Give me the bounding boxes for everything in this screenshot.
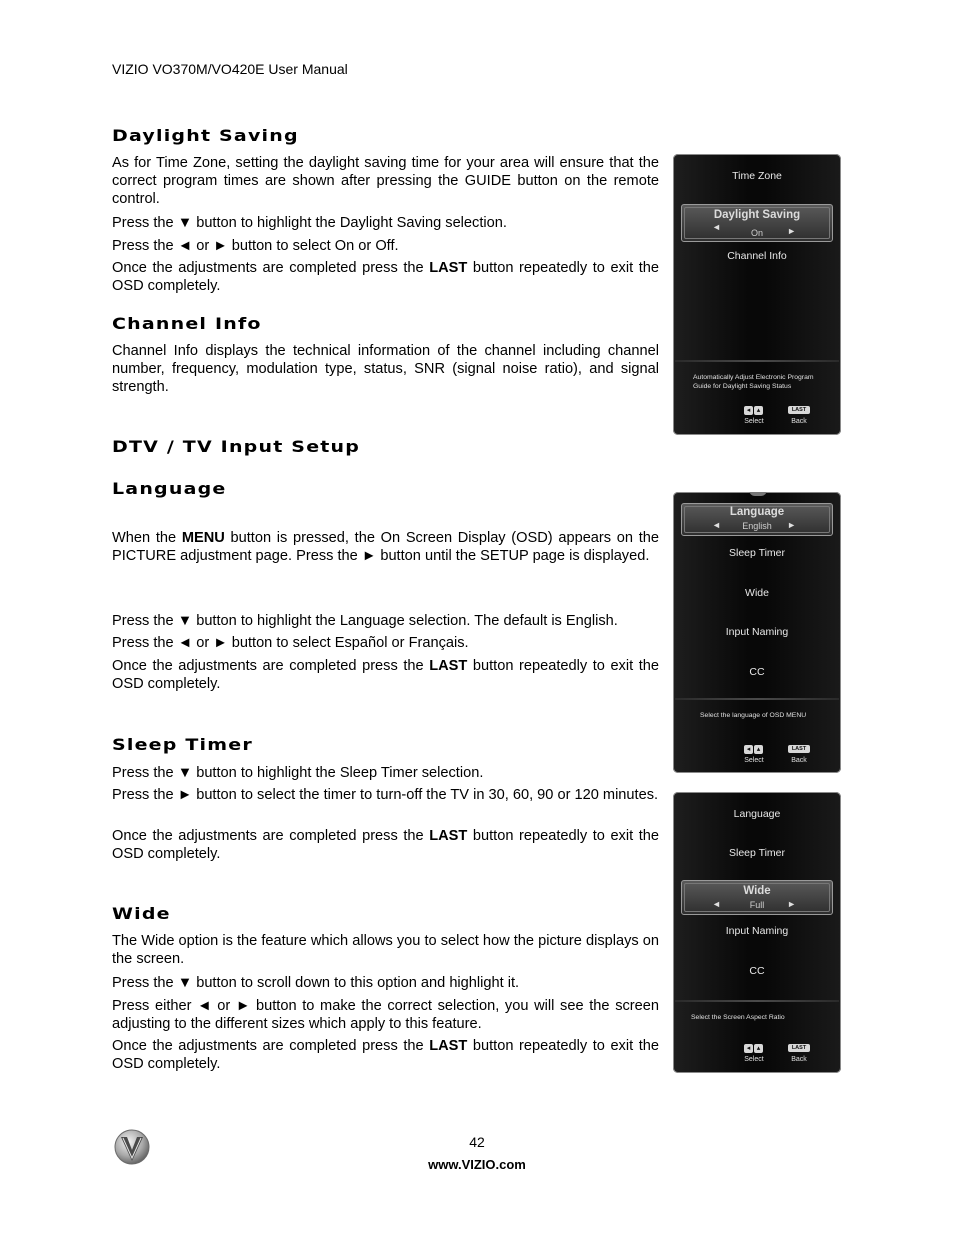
last-key-icon: LAST bbox=[788, 1044, 810, 1052]
heading-dtv-input-setup: DTV / TV Input Setup bbox=[112, 438, 361, 457]
osd-back-label: Back bbox=[791, 1056, 807, 1063]
osd-selected-value: On bbox=[750, 228, 763, 238]
osd-selected-language[interactable] bbox=[681, 503, 833, 536]
osd-help-text: Automatically Adjust Electronic Program Guide for Daylight Saving Status bbox=[693, 374, 814, 390]
language-paragraph-1: When the MENU button is pressed, the On Screen Display (OSD) appears on the PICTURE adjustment page. Press the ► button until the SETUP page is displayed. bbox=[112, 530, 659, 564]
osd-selected-wide[interactable] bbox=[681, 880, 833, 915]
osd-select-label: Select bbox=[744, 1056, 764, 1063]
osd-menu-item-sleep-timer: Sleep Timer bbox=[728, 847, 786, 859]
right-arrow-icon: ► bbox=[787, 899, 796, 909]
website-link[interactable]: www.VIZIO.com bbox=[428, 1157, 526, 1172]
osd-menu-item-cc: CC bbox=[749, 965, 765, 977]
heading-wide: Wide bbox=[112, 905, 171, 924]
daylight-paragraph-1: As for Time Zone, setting the daylight saving time for your area will ensure that the correct program times are shown after pressing the GUIDE button on the remote control. bbox=[112, 155, 659, 207]
navigation-keys-icon: ◂ ▴ bbox=[744, 745, 764, 754]
last-key-icon: LAST bbox=[788, 406, 810, 414]
osd-screen-daylight-saving bbox=[673, 154, 841, 435]
last-key-icon: LAST bbox=[788, 745, 810, 753]
heading-channel-info: Channel Info bbox=[112, 315, 262, 334]
language-paragraph-3: Press the ◄ or ► button to select Español or Français. bbox=[112, 635, 469, 651]
daylight-paragraph-2: Press the ▼ button to highlight the Daylight Saving selection. bbox=[112, 215, 507, 231]
osd-menu-item-cc: CC bbox=[749, 666, 765, 678]
heading-sleep-timer: Sleep Timer bbox=[112, 736, 253, 755]
running-header: VIZIO VO370M/VO420E User Manual bbox=[112, 61, 348, 77]
wide-paragraph-1: The Wide option is the feature which allows you to select how the picture displays on the screen. bbox=[112, 933, 659, 967]
wide-paragraph-4: Once the adjustments are completed press the LAST button repeatedly to exit the OSD completely. bbox=[112, 1038, 659, 1072]
osd-screen-wide bbox=[673, 792, 841, 1073]
osd-select-label: Select bbox=[744, 757, 764, 764]
sleep-paragraph-2: Press the ► button to select the timer to turn-off the TV in 30, 60, 90 or 120 minutes. bbox=[112, 787, 659, 803]
osd-menu-item-wide: Wide bbox=[745, 587, 769, 599]
osd-select-label: Select bbox=[744, 418, 764, 425]
left-arrow-icon: ◄ bbox=[712, 520, 721, 530]
osd-menu-item-time-zone: Time Zone bbox=[732, 170, 782, 182]
navigation-keys-icon: ◂ ▴ bbox=[744, 1044, 764, 1053]
osd-menu-item-language: Language bbox=[733, 808, 781, 820]
osd-help-text: Select the language of OSD MENU bbox=[700, 712, 807, 719]
heading-language: Language bbox=[112, 480, 227, 499]
osd-back-label: Back bbox=[791, 757, 807, 764]
osd-menu-item-input-naming: Input Naming bbox=[725, 626, 789, 638]
heading-daylight-saving: Daylight Saving bbox=[112, 127, 299, 146]
osd-screen-language bbox=[673, 492, 841, 773]
wide-paragraph-3: Press either ◄ or ► button to make the correct selection, you will see the screen adjusting to the different sizes which apply to this feature. bbox=[112, 998, 659, 1032]
navigation-keys-icon: ◂ ▴ bbox=[744, 406, 764, 415]
right-arrow-icon: ► bbox=[787, 226, 796, 236]
osd-button-row bbox=[673, 406, 841, 432]
left-arrow-icon: ◄ bbox=[712, 899, 721, 909]
osd-menu-item-channel-info: Channel Info bbox=[727, 250, 787, 262]
right-arrow-icon: ► bbox=[787, 520, 796, 530]
daylight-paragraph-4: Once the adjustments are completed press the LAST button repeatedly to exit the OSD completely. bbox=[112, 260, 659, 294]
osd-button-row bbox=[673, 745, 841, 771]
daylight-paragraph-3: Press the ◄ or ► button to select On or Off. bbox=[112, 238, 399, 254]
osd-menu-item-sleep-timer: Sleep Timer bbox=[728, 547, 786, 559]
language-paragraph-4: Once the adjustments are completed press the LAST button repeatedly to exit the OSD completely. bbox=[112, 658, 659, 692]
osd-selected-title: Wide bbox=[743, 885, 771, 897]
osd-menu-item-input-naming: Input Naming bbox=[725, 925, 789, 937]
language-paragraph-2: Press the ▼ button to highlight the Language selection. The default is English. bbox=[112, 613, 618, 629]
osd-button-row bbox=[673, 1044, 841, 1070]
osd-help-text: Select the Screen Aspect Ratio bbox=[691, 1014, 785, 1021]
left-arrow-icon: ◄ bbox=[712, 222, 721, 232]
sleep-paragraph-3: Once the adjustments are completed press the LAST button repeatedly to exit the OSD completely. bbox=[112, 828, 659, 862]
osd-selected-value: Full bbox=[749, 900, 765, 910]
osd-back-label: Back bbox=[791, 418, 807, 425]
channel-info-paragraph: Channel Info displays the technical information of the channel including channel number, frequency, modulation type, status, SNR (signal noise ratio), and signal strength. bbox=[112, 343, 659, 395]
osd-selected-value: English bbox=[742, 521, 772, 531]
page-number: 42 bbox=[469, 1134, 485, 1150]
osd-selected-title: Language bbox=[729, 506, 785, 518]
wide-paragraph-2: Press the ▼ button to scroll down to this option and highlight it. bbox=[112, 975, 520, 991]
osd-selected-daylight-saving[interactable] bbox=[681, 204, 833, 242]
sleep-paragraph-1: Press the ▼ button to highlight the Sleep Timer selection. bbox=[112, 765, 484, 781]
osd-selected-title: Daylight Saving bbox=[713, 209, 801, 221]
